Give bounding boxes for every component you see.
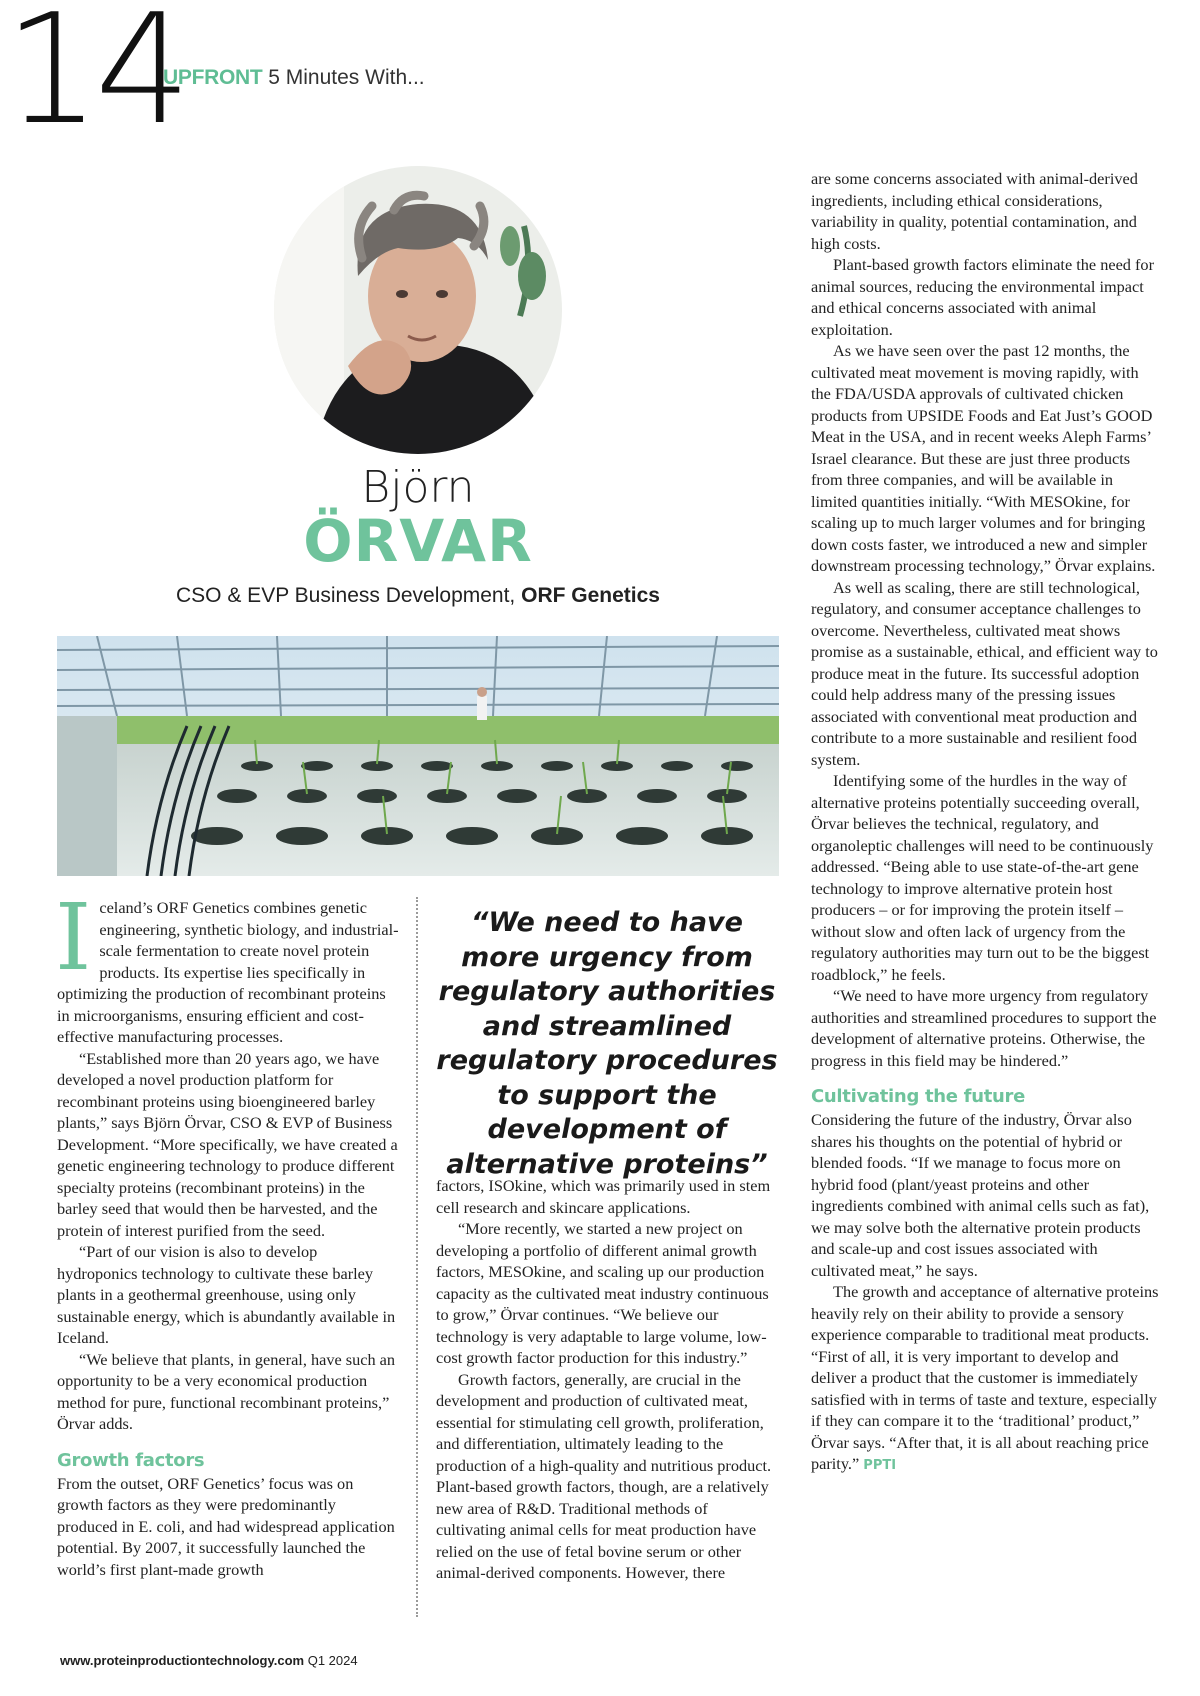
body-paragraph: “Part of our vision is also to develop hydroponics technology to cultivate these barley plants in a geothermal greenhouse, using only sustainable energy, which is abundantly available in Iceland. [57, 1242, 396, 1347]
person-role [0, 584, 836, 608]
body-paragraph: Identifying some of the hurdles in the way of alternative proteins potentially succeeding overall, Örvar believes the technical, regulatory, and organoleptic challenges will need to be continuously addressed. “Being able to use state-of-the-art gene technology to improve alternative protein host producers – or for improving the protein itself – without slow and often lack of urgency from the regulatory authorities may turn out to be the biggest roadblock,” he feels. [811, 771, 1154, 984]
company-name: ORF Genetics [521, 584, 660, 607]
section-label [163, 66, 425, 90]
footer [60, 1653, 358, 1668]
subheading-cultivating-the-future: Cultivating the future [811, 1086, 1026, 1107]
footer-issue: Q1 2024 [304, 1653, 358, 1668]
subsection-name: 5 Minutes With... [262, 66, 425, 89]
closing-text: The growth and acceptance of alternative proteins heavily rely on their ability to provide a sensory experience comparable to traditional meat products. “First of all, it is very important to develop and deliver a product that the customer is immediately satisfied with in terms of taste and texture, especially if they can compare it to the ‘traditional’ product,” Örvar says. “After that, it is all about reaching price parity.” [811, 1282, 1159, 1473]
article-column-2 [436, 1175, 778, 1584]
pull-quote: “We need to have more urgency from regulatory authorities and streamlined regulatory procedures to support the development of alternative proteins” [436, 907, 778, 1180]
body-paragraph: Plant-based growth factors eliminate the need for animal sources, reducing the environmental impact and ethical concerns associated with animal exploitation. [811, 255, 1154, 339]
footer-url[interactable]: www.proteinproductiontechnology.com [60, 1653, 305, 1668]
role-title: CSO & EVP Business Development, [176, 584, 522, 607]
section-name: UPFRONT [163, 66, 263, 89]
page-number: 14 [4, 0, 186, 158]
greenhouse-photo [57, 636, 779, 876]
body-paragraph: From the outset, ORF Genetics’ focus was on growth factors as they were predominantly produced in E. coli, and had widespread application potential. By 2007, it successfully launched the world’s first plant-made growth [57, 1473, 395, 1579]
body-paragraph [811, 1281, 1161, 1477]
body-paragraph: As well as scaling, there are still technological, regulatory, and consumer acceptance challenges to overcome. Nevertheless, cultivated meat shows promise as a sustainable, ethical, and efficient way to produce meat in the future. Its successful adoption could help address many of the pressing issues associated with conventional meat production and contribute to a more sustainable and resilient food system. [811, 577, 1158, 769]
body-paragraph: As we have seen over the past 12 months, the cultivated meat movement is moving rapidly, with the FDA/USDA approvals of cultivated chicken products from UPSIDE Foods and Eat Just’s GOOD Meat in the USA, and in recent weeks Aleph Farms’ Israel clearance. But these are just three products from three companies, and will be available in limited quantities initially. “With MESOkine, for scaling up to much larger volumes and for bringing down costs faster, we introduced a new and simpler downstream processing technology,” Örvar explains. [811, 341, 1156, 575]
body-paragraph: “More recently, we started a new project on developing a portfolio of different animal growth factors, MESOkine, and scaling up our production capacity as the cultivated meat industry continuous to grow,” Örvar continues. “We believe our technology is very adaptable to large volume, low-cost growth factor production for this industry.” [436, 1219, 769, 1367]
body-paragraph: are some concerns associated with animal-derived ingredients, including ethical considerations, variability in quality, potential contamination, and high costs. [811, 169, 1138, 253]
portrait-photo [274, 166, 562, 454]
intro-text: celand’s ORF Genetics combines genetic engineering, synthetic biology, and industrial-scale fermentation to create novel protein products. Its expertise lies specifically in optimizing the production of recombinant proteins in microorganisms, ensuring efficient and cost-effective manufacturing processes. [57, 898, 399, 1046]
body-paragraph: “We believe that plants, in general, have such an opportunity to be a very economical production method for pure, functional recombinant proteins,” Örvar adds. [57, 1349, 396, 1433]
body-paragraph: “Established more than 20 years ago, we have developed a novel production platform for recombinant proteins using bioengineered barley plants,” says Björn Örvar, CSO & EVP of Business Development. “More specifically, we have created a genetic engineering technology to produce different specialty proteins (recombinant proteins) in the barley seed that would then be harvested, and the protein of interest purified from the seed. [57, 1048, 398, 1240]
person-last-name: ÖRVAR [303, 507, 533, 575]
body-paragraph: factors, ISOkine, which was primarily used in stem cell research and skincare applications. [436, 1176, 771, 1217]
article-column-3 [811, 168, 1161, 1477]
drop-cap: I [55, 884, 92, 991]
intro-paragraph [55, 884, 400, 1048]
body-paragraph: Growth factors, generally, are crucial in the development and production of cultivated meat, essential for stimulating cell growth, proliferation, and differentiation, ultimately leading to the production of a high-quality and nutritious product. Plant-based growth factors, though, are a relatively new area of R&D. Traditional methods of cultivating animal cells for meat production have relied on the use of fetal bovine serum or other animal-derived components. However, there [436, 1369, 772, 1582]
body-paragraph: “We need to have more urgency from regulatory authorities and streamlined procedures to support the development of alternative proteins. Otherwise, the progress in this field may be hindered.” [811, 986, 1157, 1070]
subheading-growth-factors: Growth factors [57, 1449, 205, 1471]
column-divider [416, 897, 418, 1617]
article-column-1 [55, 884, 400, 1580]
person-first-name: Björn [361, 462, 475, 513]
body-paragraph: Considering the future of the industry, Örvar also shares his thoughts on the potential of hybrid or blended foods. “If we manage to focus more on hybrid food (plant/yeast proteins and other ingredients combined with animal cells such as fat), we may solve both the alternative protein products and scale-up and cost issues associated with cultivated meat,” he says. [811, 1110, 1150, 1280]
end-mark: PPTI [863, 1458, 897, 1473]
